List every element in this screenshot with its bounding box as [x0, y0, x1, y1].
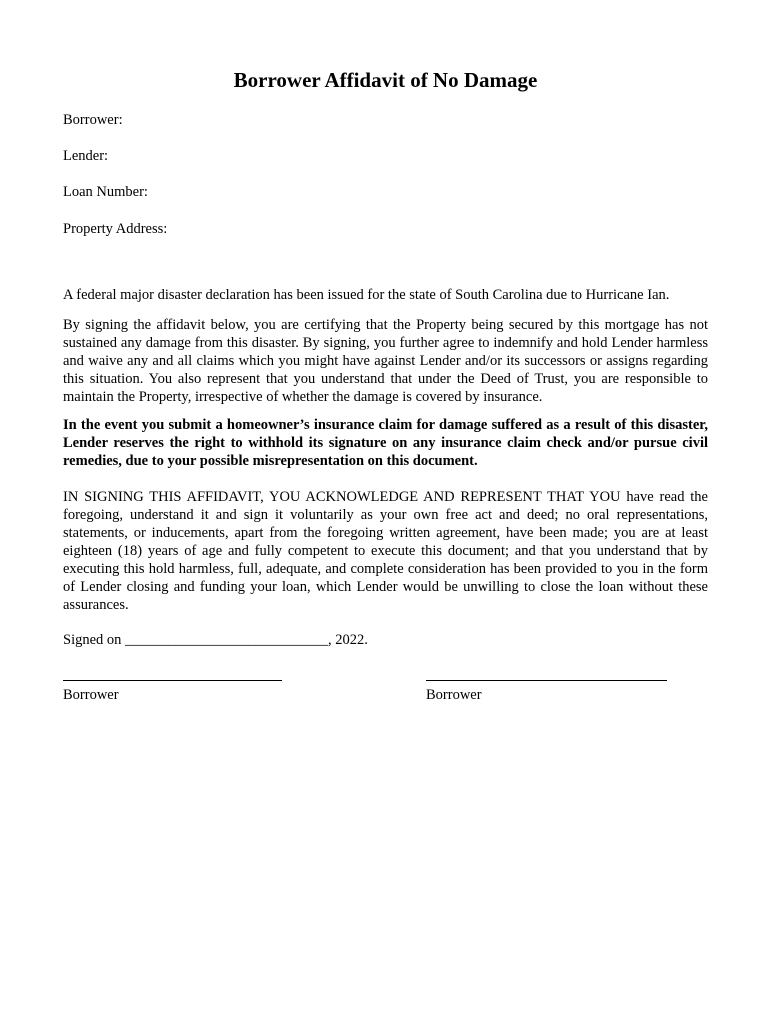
- signed-on-line: Signed on ____________________________, 2022.: [63, 632, 368, 648]
- property-address-field-label: Property Address:: [63, 221, 168, 237]
- borrower-signature-label-left: Borrower: [63, 687, 119, 703]
- borrower-signature-line-left[interactable]: [63, 680, 282, 681]
- borrower-signature-line-right[interactable]: [426, 680, 667, 681]
- borrower-field-label: Borrower:: [63, 112, 123, 128]
- certification-paragraph: By signing the affidavit below, you are certifying that the Property being secured by this mortgage has not sustained any damage from this disaster. By signing, you further agree to indemnify and hold Lender harmless and waive any and all claims which you might have against Lender and/or its successors or assigns regarding this situation. You also represent that you understand that under the Deed of Trust, you are responsible to maintain the Property, irrespective of whether the damage is covered by insurance.: [63, 317, 708, 405]
- document-title: Borrower Affidavit of No Damage: [233, 68, 538, 92]
- borrower-signature-label-right: Borrower: [426, 687, 482, 703]
- disaster-declaration-paragraph: A federal major disaster declaration has been issued for the state of South Carolina due to Hurricane Ian.: [63, 286, 670, 303]
- acknowledgement-paragraph: IN SIGNING THIS AFFIDAVIT, YOU ACKNOWLEDGE AND REPRESENT THAT YOU have read the foregoing, understand it and sign it voluntarily as your own free act and deed; no oral representations, statements, or inducements, apart from the foregoing written agreement, have been made; you are at least eighteen (18) years of age and fully competent to execute this document; and that you understand that by executing this hold harmless, full, adequate, and complete consideration has been provided to you in the form of Lender closing and funding your loan, which Lender would be unwilling to close the loan without these assurances.: [63, 489, 708, 613]
- loan-number-field-label: Loan Number:: [63, 184, 148, 200]
- insurance-warning-paragraph: In the event you submit a homeowner’s insurance claim for damage suffered as a result of this disaster, Lender reserves the right to withhold its signature on any insurance claim check and/or pursue civil remedies, due to your possible misrepresentation on this document.: [63, 417, 708, 469]
- lender-field-label: Lender:: [63, 148, 109, 164]
